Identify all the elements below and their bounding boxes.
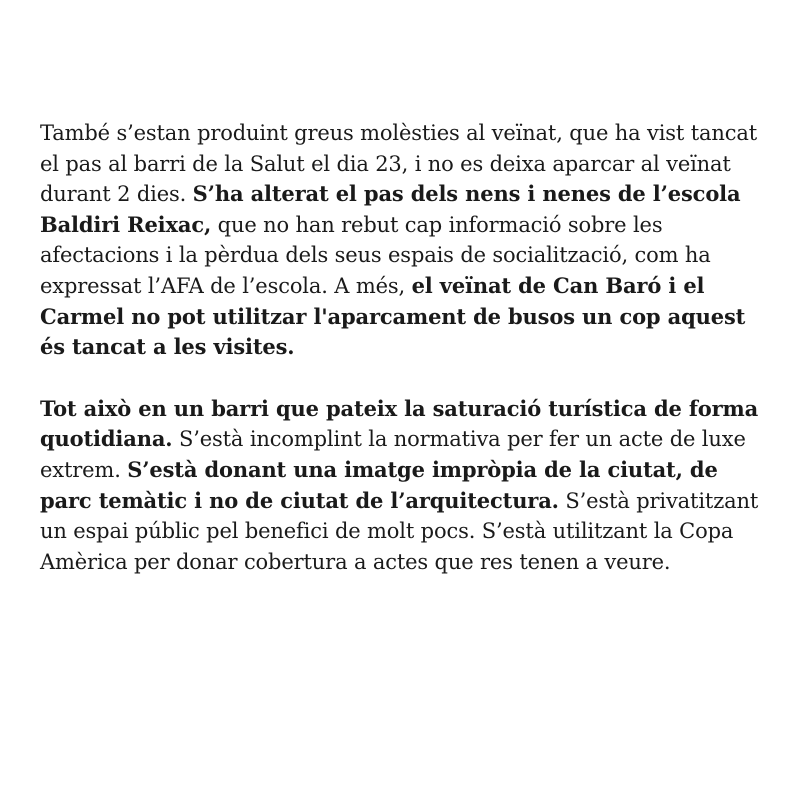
paragraph-1 — [40, 118, 764, 363]
text-run: També s’estan produint greus molèsties al veïnat, que ha vist tancat el pas al barri de la Salut el dia 23, i no es deixa aparcar al veïnat durant 2 dies. — [40, 121, 758, 207]
article-body — [40, 118, 764, 608]
bold-text-run: Tot això en un barri que pateix la saturació turística de forma quotidiana. — [40, 395, 759, 452]
text-run: S’està incomplint la normativa per fer un acte de luxe extrem. — [40, 427, 746, 482]
paragraph-2 — [40, 394, 764, 578]
text-run: S’està privatitzant un espai públic pel benefici de molt pocs. S’està utilitzant la Copa Amèrica per donar cobertura a actes que res tenen a veure. — [40, 488, 759, 574]
text-run: que no han rebut cap informació sobre les afectacions i la pèrdua dels seus espais de socialització, com ha expressat l’AFA de l’escola. A més, — [40, 212, 711, 298]
bold-text-run: S’ha alterat el pas dels nens i nenes de l’escola Baldiri Reixac, — [40, 181, 741, 237]
bold-text-run: S’està donant una imatge impròpia de la ciutat, de parc temàtic i no de ciutat de l’arquitectura. — [40, 456, 718, 513]
bold-text-run: el veïnat de Can Baró i el Carmel no pot utilitzar l'aparcament de busos un cop aquest és tancat a les visites. — [40, 272, 746, 360]
